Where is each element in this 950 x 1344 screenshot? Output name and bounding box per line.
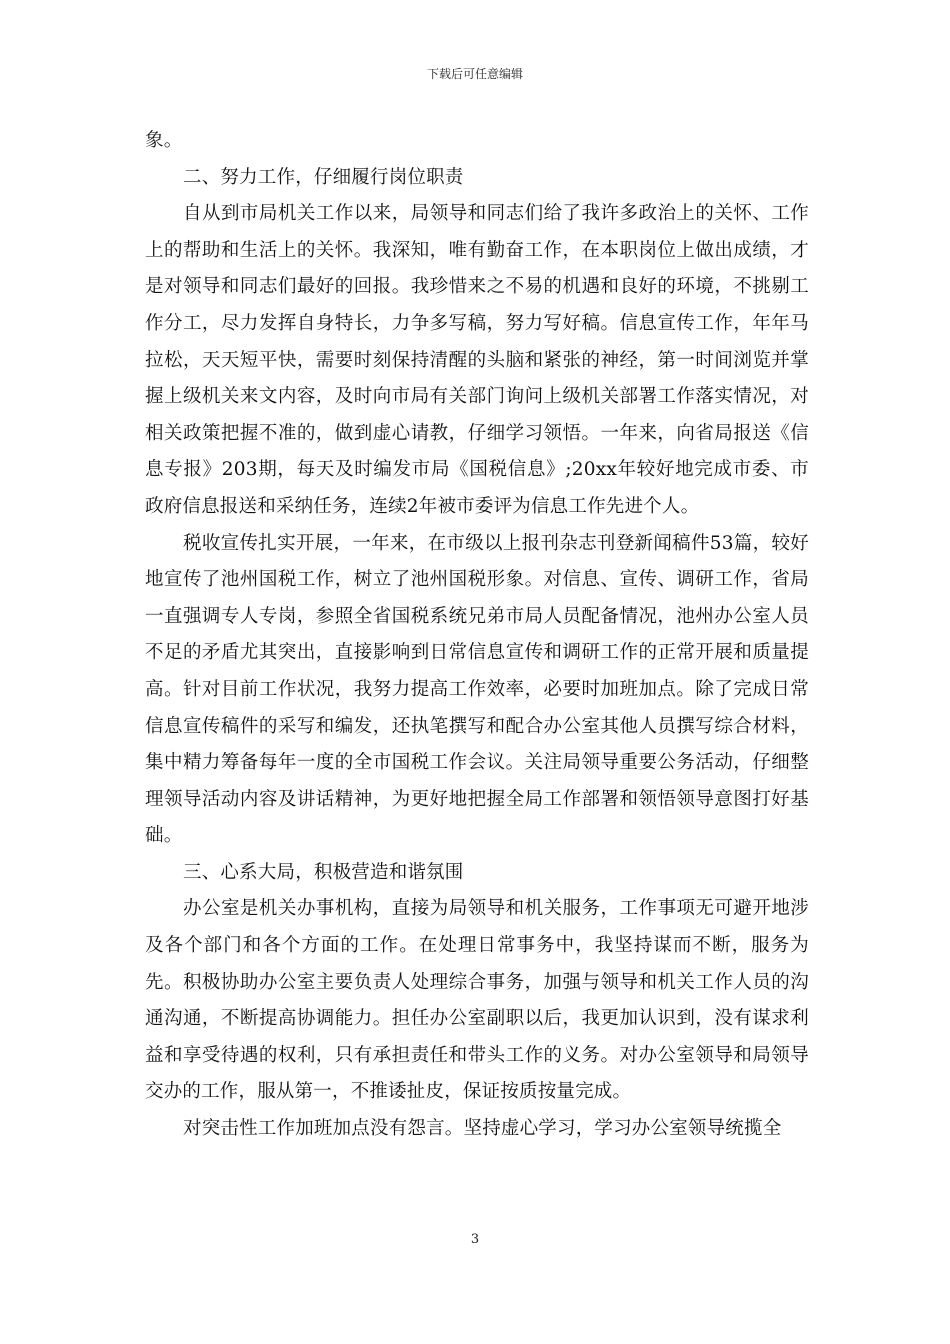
page-header: 下载后可任意编辑 xyxy=(426,67,523,81)
page-number: 3 xyxy=(470,1232,480,1247)
paragraph: 自从到市局机关工作以来，局领导和同志们给了我许多政治上的关怀、工作上的帮助和生活上的关怀。我深知，唯有勤奋工作，在本职岗位上做出成绩，才是对领导和同志们最好的回报。我珍惜来之不易的机遇和良好的环境，不挑剔工作分工，尽力发挥自身特长，力争多写稿，努力写好稿。信息宣传工作，年年马拉松，天天短平快，需要时刻保持清醒的头脑和紧张的神经，第一时间浏览并掌握上级机关来文内容，及时向市局有关部门询问上级机关部署工作落实情况，对相关政策把握不准的，做到虚心请教，仔细学习领悟。一年来，向省局报送《信息专报》203期，每天及时编发市局《国税信息》;20xx年较好地完成市委、市政府信息报送和采纳任务，连续2年被市委评为信息工作先进个人。 xyxy=(145,203,809,517)
paragraph: 税收宣传扎实开展，一年来，在市级以上报刊杂志刊登新闻稿件53篇，较好地宣传了池州国税工作，树立了池州国税形象。对信息、宣传、调研工作，省局一直强调专人专岗，参照全省国税系统兄弟市局人员配备情况，池州办公室人员不足的矛盾尤其突出，直接影响到日常信息宣传和调研工作的正常开展和质量提高。针对目前工作状况，我努力提高工作效率，必要时加班加点。除了完成日常信息宣传稿件的采写和编发，还执笔撰写和配合办公室其他人员撰写综合材料，集中精力筹备每年一度的全市国税工作会议。关注局领导重要公务活动，仔细整理领导活动内容及讲话精神，为更好地把握全局工作部署和领悟领导意图打好基础。 xyxy=(145,532,809,847)
paragraph: 象。 xyxy=(145,130,183,151)
paragraph: 办公室是机关办事机构，直接为局领导和机关服务，工作事项无可避开地涉及各个部门和各个方面的工作。在处理日常事务中，我坚持谋而不断，服务为先。积极协助办公室主要负责人处理综合事务，加强与领导和机关工作人员的沟通沟通，不断提高协调能力。担任办公室副职以后，我更加认识到，没有谋求利益和享受待遇的权利，只有承担责任和带头工作的义务。对办公室领导和局领导交办的工作，服从第一，不推诿扯皮，保证按质按量完成。 xyxy=(145,898,809,1103)
paragraph: 对突击性工作加班加点没有怨言。坚持虚心学习，学习办公室领导统揽全 xyxy=(183,1118,782,1140)
document-body xyxy=(145,123,809,1148)
section-heading: 三、心系大局，积极营造和谐氛围 xyxy=(183,861,464,883)
section-heading: 二、努力工作，仔细履行岗位职责 xyxy=(183,166,464,188)
